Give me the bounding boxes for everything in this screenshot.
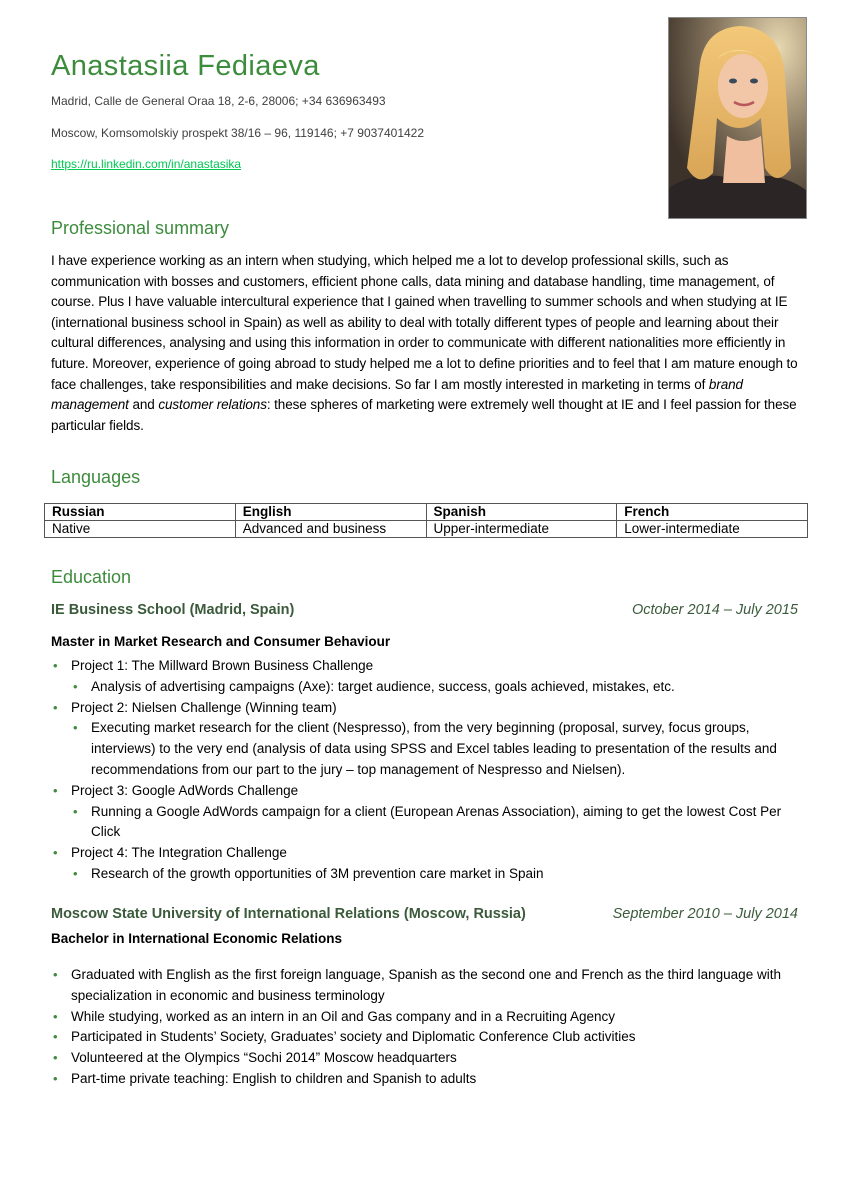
list-item: • Project 3: Google AdWords Challenge — [51, 781, 803, 802]
profile-photo — [668, 17, 807, 219]
dates-mgimo: September 2010 – July 2014 — [612, 906, 798, 922]
degree-mgimo: Bachelor in International Economic Relations — [51, 931, 343, 946]
list-item: • Project 2: Nielsen Challenge (Winning team) — [51, 698, 803, 719]
language-name: Russian — [45, 504, 236, 521]
list-item: • While studying, worked as an intern in an Oil and Gas company and in a Recruiting Agency — [51, 1007, 803, 1028]
language-name: French — [617, 504, 808, 521]
summary-text-3: : these spheres of marketing were extremely well thought at IE and I feel passion for these particular fields. — [51, 397, 797, 433]
language-level: Lower-intermediate — [617, 521, 808, 538]
list-item: • Running a Google AdWords campaign for a client (European Arenas Association), aiming to get the lowest Cost Per Click — [51, 802, 803, 844]
school-name-mgimo: Moscow State University of International Relations (Moscow, Russia) — [51, 906, 526, 922]
list-item: • Graduated with English as the first foreign language, Spanish as the second one and French as the third language with specialization in economic and business terminology — [51, 965, 803, 1007]
summary-text-2: and — [128, 397, 159, 413]
languages-level-row — [45, 521, 808, 538]
linkedin-link[interactable]: https://ru.linkedin.com/in/anastasika — [51, 157, 242, 171]
degree-ie: Master in Market Research and Consumer Behaviour — [51, 634, 391, 649]
summary-emphasis-1: brand management — [51, 376, 743, 413]
list-item: • Participated in Students’ Society, Graduates’ society and Diplomatic Conference Club activities — [51, 1027, 803, 1048]
school-name-ie: IE Business School (Madrid, Spain) — [51, 602, 295, 618]
summary-paragraph — [51, 251, 799, 436]
section-heading-languages: Languages — [51, 467, 141, 487]
summary-text-1: I have experience working as an intern when studying, which helped me a lot to develop professional skills, such as communication with bosses and customers, efficient phone calls, data mining and database handling, time management, of course. Plus I have valuable intercultural experience that I gained when travelling to summer schools and when studying at IE (international business school in Spain) as well as ability to deal with totally different types of people and learning about their cultural differences, analysing and using this information in order to communicate with different nationalities more efficiently in future. Moreover, experience of going abroad to study helped me a lot to define priorities and to feel that I am mature enough to face challenges, take responsibilities and make decisions. So far I am mostly interested in marketing in terms of — [51, 253, 798, 392]
dates-ie: October 2014 – July 2015 — [631, 602, 798, 618]
portrait-image — [669, 18, 806, 218]
language-level: Upper-intermediate — [426, 521, 617, 538]
list-item: • Project 1: The Millward Brown Business Challenge — [51, 656, 803, 677]
section-heading-education: Education — [51, 567, 132, 587]
language-name: Spanish — [426, 504, 617, 521]
list-item: • Volunteered at the Olympics “Sochi 2014” Moscow headquarters — [51, 1048, 803, 1069]
contact-madrid: Madrid, Calle de General Oraa 18, 2-6, 28006; +34 636963493 — [51, 94, 386, 108]
mgimo-bullet-list — [51, 965, 803, 1090]
ie-bullet-list — [51, 656, 803, 885]
list-item: • Executing market research for the client (Nespresso), from the very beginning (proposal, survey, focus groups, interviews) to the very end (analysis of data using SPSS and Excel tables leading to presentation of the results and recommendations from our part to the jury – top management of Nespresso and Nielsen). — [51, 718, 803, 780]
language-level: Advanced and business — [235, 521, 426, 538]
languages-table — [44, 503, 808, 538]
contact-moscow: Moscow, Komsomolskiy prospekt 38/16 – 96, 119146; +7 9037401422 — [51, 126, 425, 140]
list-item: • Part-time private teaching: English to children and Spanish to adults — [51, 1069, 803, 1090]
language-name: English — [235, 504, 426, 521]
list-item: • Analysis of advertising campaigns (Axe): target audience, success, goals achieved, mistakes, etc. — [51, 677, 803, 698]
languages-header-row — [45, 504, 808, 521]
list-item: • Project 4: The Integration Challenge — [51, 843, 803, 864]
list-item: • Research of the growth opportunities of 3M prevention care market in Spain — [51, 864, 803, 885]
language-level: Native — [45, 521, 236, 538]
section-heading-summary: Professional summary — [51, 218, 230, 238]
candidate-name: Anastasiia Fediaeva — [51, 50, 320, 82]
summary-emphasis-2: customer relations — [158, 397, 267, 413]
